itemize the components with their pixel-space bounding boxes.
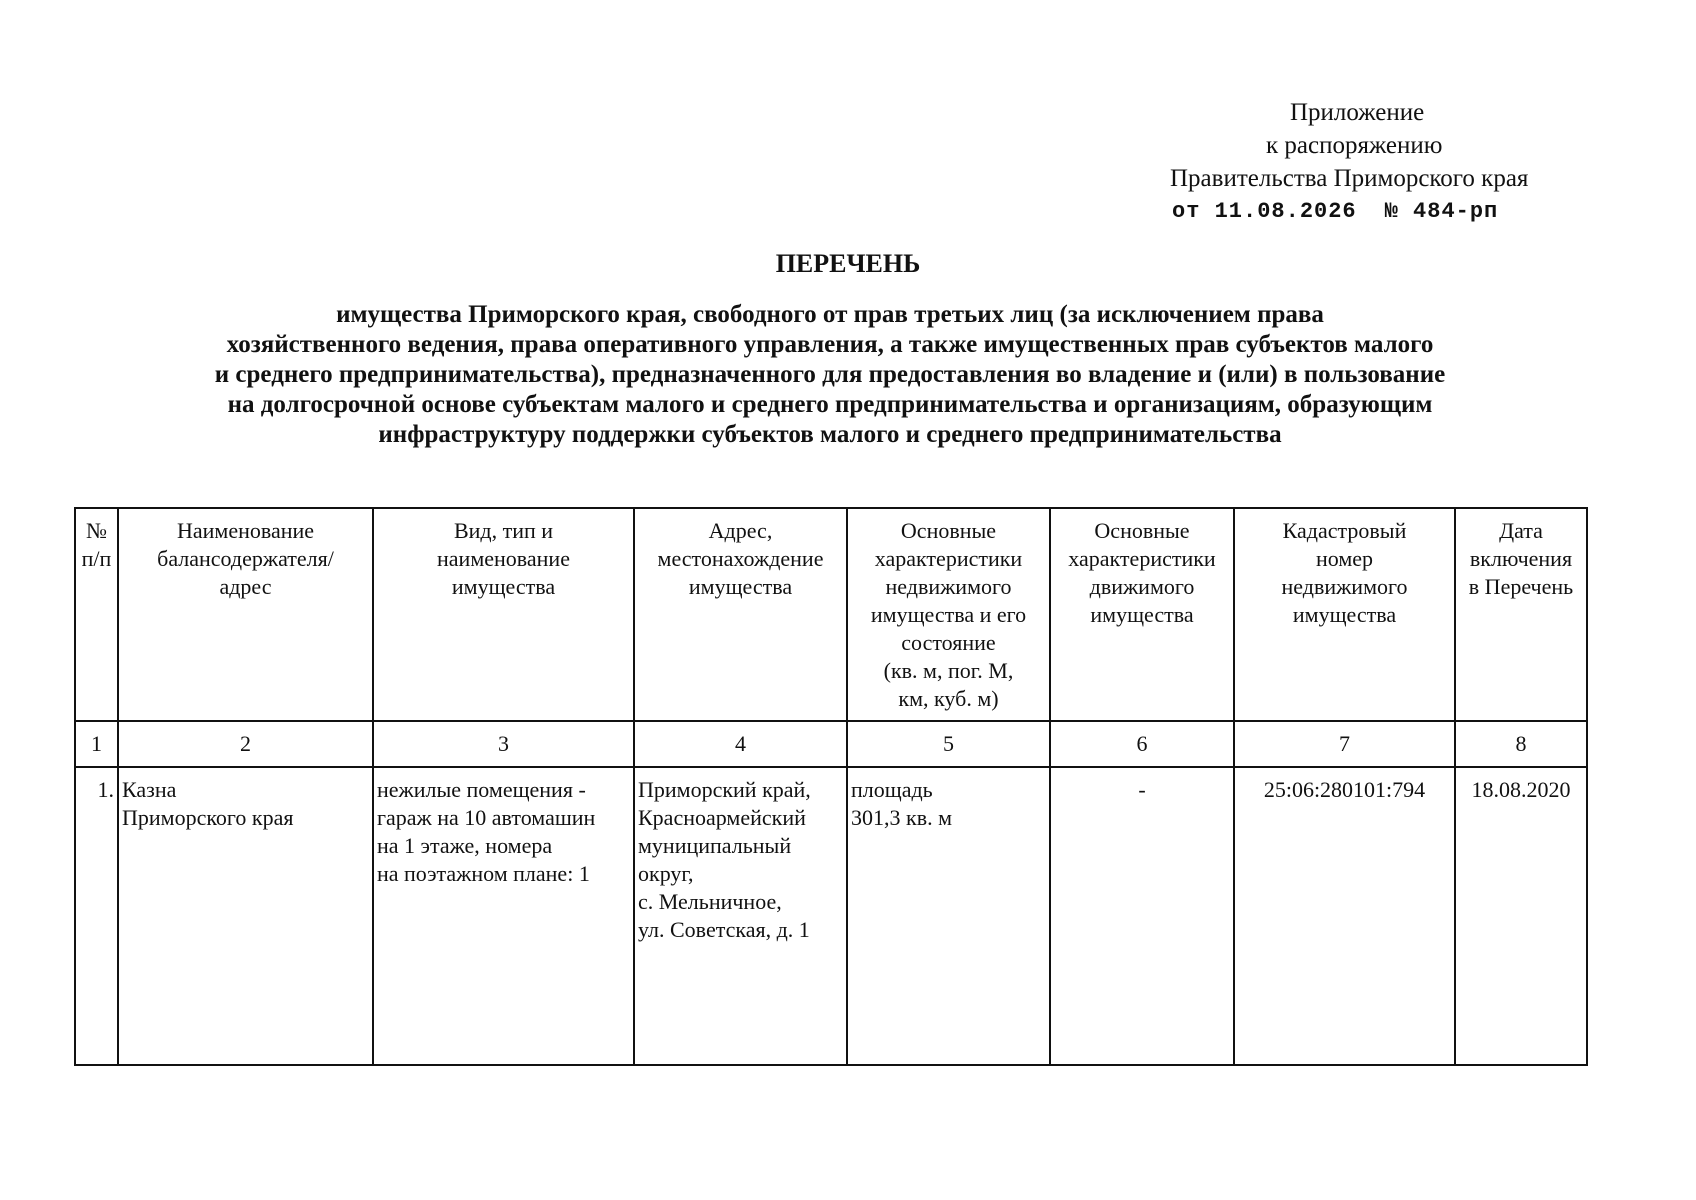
header-cell-real-estate: Основные характеристики недвижимого имущества и его состояние (кв. м, пог. М, км, куб. м) bbox=[847, 508, 1050, 721]
column-number: 2 bbox=[118, 721, 373, 767]
header-cell-cadastral: Кадастровый номер недвижимого имущества bbox=[1234, 508, 1455, 721]
header-cell-movable: Основные характеристики движимого имущества bbox=[1050, 508, 1234, 721]
row-address: Приморский край, Красноармейский муниципальный округ, с. Мельничное, ул. Советская, д. 1 bbox=[634, 767, 847, 1065]
table-row bbox=[75, 767, 1587, 1065]
appendix-line-1: Приложение bbox=[1290, 99, 1425, 126]
row-cadastral: 25:06:280101:794 bbox=[1234, 767, 1455, 1065]
subtitle-line: на долгосрочной основе субъектам малого и среднего предпринимательства и организациям, образующим bbox=[227, 391, 1433, 418]
column-number: 8 bbox=[1455, 721, 1587, 767]
column-number: 7 bbox=[1234, 721, 1455, 767]
header-cell-address: Адрес, местонахождение имущества bbox=[634, 508, 847, 721]
column-number: 1 bbox=[75, 721, 118, 767]
subtitle-line: и среднего предпринимательства), предназначенного для предоставления во владение и (или) в пользование bbox=[214, 361, 1446, 388]
row-movable: - bbox=[1050, 767, 1234, 1065]
appendix-number: № 484-рп bbox=[1384, 199, 1499, 224]
column-number-row bbox=[75, 721, 1587, 767]
row-holder: Казна Приморского края bbox=[118, 767, 373, 1065]
column-number: 5 bbox=[847, 721, 1050, 767]
appendix-date: от 11.08.2026 bbox=[1172, 199, 1357, 224]
header-cell-property: Вид, тип и наименование имущества bbox=[373, 508, 634, 721]
row-property: нежилые помещения - гараж на 10 автомашин на 1 этаже, номера на поэтажном плане: 1 bbox=[373, 767, 634, 1065]
appendix-block bbox=[1170, 96, 1590, 228]
document-title: ПЕРЕЧЕНЬ bbox=[775, 249, 921, 278]
table-header-row bbox=[75, 508, 1587, 721]
subtitle-line: инфраструктуру поддержки субъектов малого и среднего предпринимательства bbox=[378, 421, 1282, 448]
subtitle-line: хозяйственного ведения, права оперативного управления, а также имущественных прав субъектов малого bbox=[226, 331, 1434, 358]
subtitle-line: имущества Приморского края, свободного от прав третьих лиц (за исключением права bbox=[336, 301, 1324, 328]
appendix-line-2: к распоряжению bbox=[1266, 132, 1443, 159]
header-cell-holder: Наименование балансодержателя/ адрес bbox=[118, 508, 373, 721]
column-number: 3 bbox=[373, 721, 634, 767]
header-cell-date: Дата включения в Перечень bbox=[1455, 508, 1587, 721]
column-number: 6 bbox=[1050, 721, 1234, 767]
property-table bbox=[74, 507, 1588, 1066]
column-number: 4 bbox=[634, 721, 847, 767]
row-date: 18.08.2020 bbox=[1455, 767, 1587, 1065]
appendix-line-3: Правительства Приморского края bbox=[1170, 165, 1529, 192]
row-real-estate: площадь 301,3 кв. м bbox=[847, 767, 1050, 1065]
header-cell-num: № п/п bbox=[75, 508, 118, 721]
document-subtitle bbox=[100, 300, 1560, 450]
row-num: 1. bbox=[75, 767, 118, 1065]
appendix-date-line bbox=[1170, 195, 1590, 228]
